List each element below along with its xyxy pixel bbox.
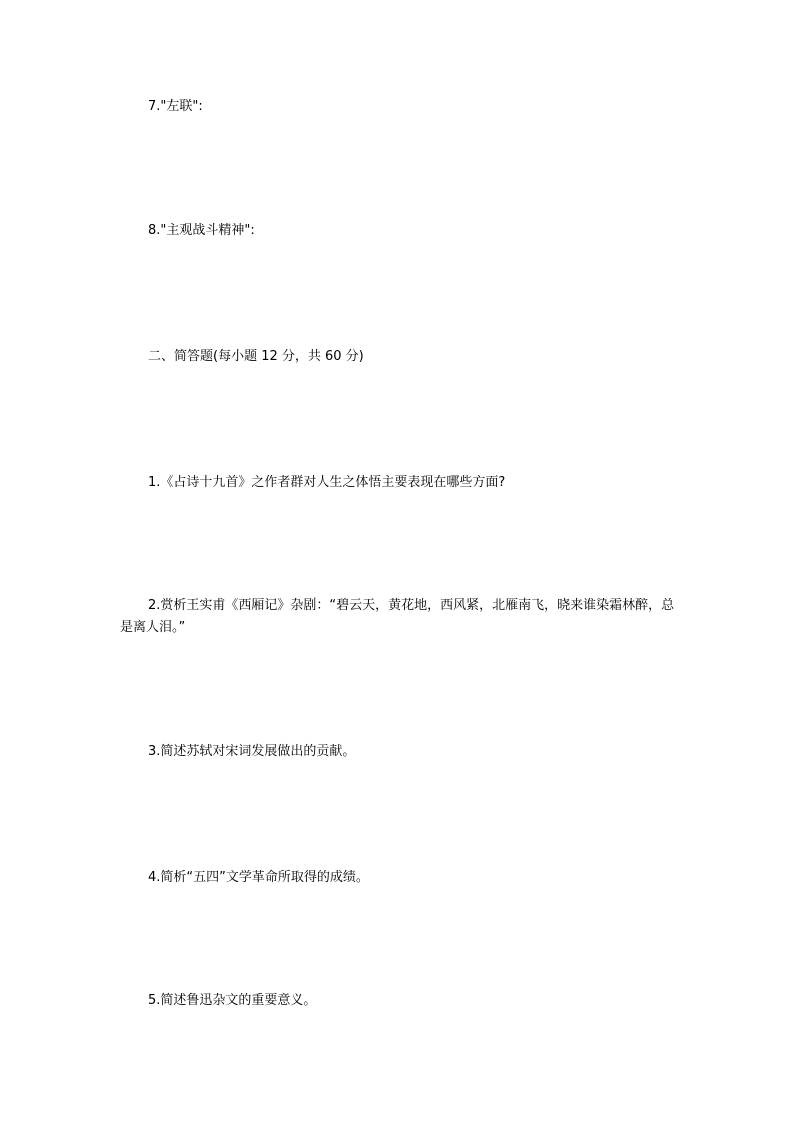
- short-answer-question-1: 1.《占诗十九首》之作者群对人生之体悟主要表现在哪些方面?: [148, 475, 506, 490]
- term-question-7: 7."左联":: [148, 99, 203, 114]
- section-heading-short-answer: 二、简答题(每小题 12 分，共 60 分): [148, 349, 364, 364]
- short-answer-question-5: 5.简述鲁迅杂文的重要意义。: [148, 993, 317, 1008]
- short-answer-question-2: 2.赏析王实甫《西厢记》杂剧：“碧云天，黄花地，西风紧，北雁南飞，晓来谁染霜林醉，总是离人泪。”: [120, 598, 675, 635]
- term-question-8: 8."主观战斗精神":: [148, 223, 255, 238]
- short-answer-question-3: 3.简述苏轼对宋词发展做出的贡献。: [148, 744, 356, 759]
- short-answer-question-4: 4.简析“五四”文学革命所取得的成绩。: [148, 870, 369, 885]
